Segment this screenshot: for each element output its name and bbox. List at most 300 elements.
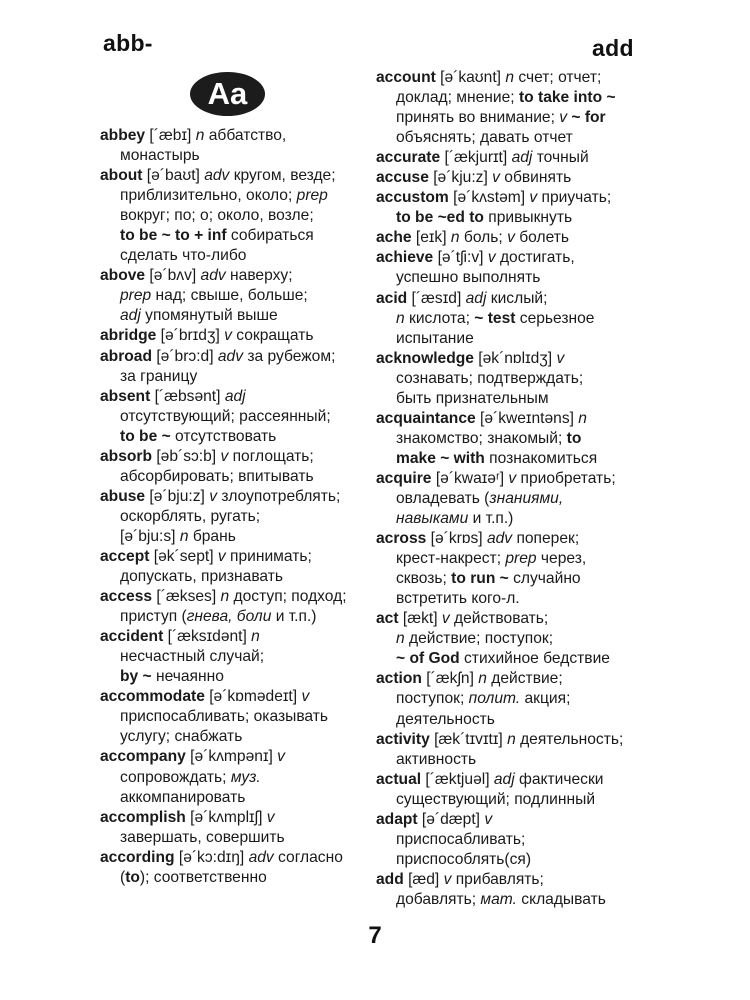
entry-text: испытание [396, 329, 474, 347]
headword: accept [100, 547, 150, 565]
entry-continuation-line [100, 527, 352, 547]
headword: accident [100, 628, 164, 646]
entry-text: абсорбировать; впитывать [120, 467, 314, 485]
grammar-label: prep [505, 550, 537, 568]
entry-text: складывать [516, 890, 606, 908]
entry-continuation-line [376, 710, 638, 730]
dictionary-entry [376, 870, 638, 910]
entry-text: [´ækʃn] [421, 670, 479, 688]
entry-continuation-line [100, 667, 352, 687]
entry-first-line [100, 387, 352, 407]
headword: absent [100, 387, 151, 405]
entry-first-line [376, 609, 638, 629]
entry-text: наверху; [225, 267, 293, 285]
entry-continuation-line [376, 689, 638, 709]
entry-continuation-line [376, 369, 638, 389]
entry-text: брань [188, 527, 236, 545]
entry-text: действие; [486, 670, 563, 688]
entry-first-line [376, 469, 638, 489]
grammar-label: adv [204, 167, 230, 185]
entry-text: [´æksɪdənt] [163, 628, 252, 646]
entry-text: объяснять; давать отчет [396, 129, 573, 147]
entry-text: доклад; мнение; [396, 89, 519, 107]
dictionary-entry [376, 730, 638, 770]
entry-text: [´æbsənt] [150, 387, 225, 405]
grammar-label: v [217, 547, 226, 565]
entry-text: [æk´tɪvɪtɪ] [429, 730, 508, 748]
entry-text: поглощать; [228, 447, 314, 465]
entry-text: достигать, [495, 249, 575, 267]
entry-text: оскорблять, ругать; [120, 507, 261, 525]
entry-first-line [100, 848, 352, 868]
phrase: to take into ~ [518, 89, 616, 107]
headword: account [376, 69, 436, 86]
entry-text: активность [396, 750, 477, 768]
entry-text: несчастный случай; [120, 648, 265, 666]
headword: abridge [100, 327, 157, 345]
entry-text: встретить кого-л. [396, 590, 520, 608]
headword: about [100, 167, 143, 185]
dictionary-entry [376, 148, 638, 168]
headword: acquaintance [376, 409, 476, 427]
entry-text: [ək´nɒlɪdʒ] [473, 349, 557, 367]
entry-text: стихийное бедствие [459, 650, 610, 668]
entry-text: поступок; [396, 690, 469, 708]
entry-first-line [376, 870, 638, 890]
dictionary-entry [376, 228, 638, 248]
entry-text: [eɪk] [411, 229, 451, 247]
entry-text: приучать; [537, 189, 612, 207]
entry-text: за границу [120, 367, 198, 385]
phrase: ~ for [567, 109, 606, 127]
grammar-label: навыками [396, 510, 469, 528]
entry-continuation-line [100, 246, 352, 266]
entry-text: крест-накрест; [396, 550, 506, 568]
entry-continuation-line [376, 649, 638, 669]
entry-continuation-line [100, 647, 352, 667]
dictionary-entry [376, 188, 638, 228]
page-number: 7 [368, 922, 382, 949]
grammar-label: v [443, 870, 452, 888]
headword: activity [376, 730, 430, 748]
entry-text: доступ; подход; [229, 588, 347, 606]
entry-first-line [376, 168, 638, 188]
dictionary-entry [376, 168, 638, 188]
entry-continuation-line [376, 429, 638, 449]
dictionary-entry [100, 848, 352, 888]
grammar-label: v [220, 447, 229, 465]
entry-text: ); соответственно [139, 868, 267, 886]
entry-continuation-line [376, 389, 638, 409]
grammar-label: n [251, 628, 260, 646]
entry-first-line [100, 547, 352, 567]
entry-text: акция; [520, 690, 571, 708]
dictionary-entry [100, 687, 352, 747]
entry-continuation-line [376, 128, 638, 148]
headword: ache [376, 229, 412, 247]
headword: above [100, 267, 146, 285]
entry-text: [ə´kaʊnt] [435, 69, 506, 86]
entry-text: принимать; [225, 547, 312, 565]
grammar-label: v [484, 810, 493, 828]
headword: abroad [100, 347, 152, 365]
dictionary-entry [376, 529, 638, 609]
entry-first-line [376, 669, 638, 689]
phrase: to [125, 868, 140, 886]
entry-text: обвинять [499, 169, 572, 187]
grammar-label: полит. [468, 690, 521, 708]
entry-text: [ə´kʌstəm] [448, 189, 530, 207]
entry-text: [ækt] [398, 610, 442, 628]
entry-text: случайно [508, 570, 581, 588]
entry-text: познакомиться [484, 449, 598, 467]
entry-text: быть признательным [396, 389, 549, 407]
entry-continuation-line [376, 569, 638, 589]
entry-text: кругом, везде; [229, 167, 336, 185]
dictionary-entry [376, 609, 638, 669]
right-column [376, 68, 638, 910]
entry-first-line [376, 188, 638, 208]
entry-text: добавлять; [396, 890, 481, 908]
entry-text: монастырь [120, 147, 200, 165]
entry-first-line [376, 148, 638, 168]
entry-text: [ə´bju:s] [120, 527, 180, 545]
phrase: to [566, 429, 582, 447]
entry-text: допускать, признавать [120, 568, 284, 586]
entry-text: [ə´kweɪntəns] [475, 409, 579, 427]
headword: abbey [100, 127, 146, 144]
headword: add [376, 870, 404, 888]
entry-text: завершать, совершить [120, 828, 285, 846]
entry-continuation-line [100, 467, 352, 487]
grammar-label: adj [493, 770, 515, 788]
entry-text: боль; [459, 229, 508, 247]
entry-text: приспосабливать; [396, 830, 526, 848]
entry-text: существующий; подлинный [396, 790, 596, 808]
entry-continuation-line [376, 750, 638, 770]
entry-continuation-line [100, 367, 352, 387]
headword: according [100, 848, 175, 866]
entry-text: [æd] [403, 870, 444, 888]
entry-continuation-line [100, 186, 352, 206]
entry-text: [ə´kʌmpənɪ] [185, 748, 278, 766]
grammar-label: n [578, 409, 587, 427]
grammar-label: n [505, 69, 515, 86]
dictionary-entry [100, 808, 352, 848]
entry-first-line [100, 347, 352, 367]
entry-text: [ə´kɒmədeɪt] [204, 688, 302, 706]
entry-first-line [376, 409, 638, 429]
entry-text: [ə´brɔ:d] [152, 347, 218, 365]
grammar-label: v [224, 327, 232, 345]
phrase: ~ test [474, 309, 516, 327]
entry-text: через, [536, 550, 587, 568]
dictionary-entry [376, 669, 638, 729]
entry-first-line [100, 266, 352, 286]
entry-first-line [100, 447, 352, 467]
dictionary-entry [100, 266, 352, 326]
entry-continuation-line [376, 108, 638, 128]
entry-text: и т.п.) [271, 608, 317, 626]
entry-text: [´ækses] [152, 588, 221, 606]
entry-text: [´æsɪd] [407, 289, 466, 307]
entry-first-line [100, 808, 352, 828]
entry-continuation-line [100, 427, 352, 447]
entry-continuation-line [100, 768, 352, 788]
entry-continuation-line [100, 407, 352, 427]
entry-text: [ə´krɒs] [426, 530, 487, 548]
phrase: to be ~ to + inf [120, 227, 227, 245]
entry-text: согласно [273, 848, 343, 866]
phrase: ~ of God [396, 650, 460, 668]
entry-text: упомянутый выше [140, 307, 278, 325]
headword: acquire [376, 469, 432, 487]
entry-text: прибавлять; [451, 870, 544, 888]
grammar-label: v [529, 189, 538, 207]
entry-continuation-line [100, 206, 352, 226]
entry-first-line [100, 126, 352, 146]
grammar-label: v [508, 469, 517, 487]
phrase: by ~ [120, 668, 152, 686]
dictionary-entry [376, 248, 638, 288]
entry-continuation-line [100, 828, 352, 848]
grammar-label: adv [200, 267, 226, 285]
guide-word-right: add [592, 35, 634, 61]
grammar-label: знаниями, [489, 489, 564, 507]
entry-first-line [100, 687, 352, 707]
entry-text: [ək´sept] [149, 547, 218, 565]
entry-continuation-line [376, 88, 638, 108]
entry-continuation-line [100, 707, 352, 727]
entry-text: приобретать; [516, 469, 616, 487]
dictionary-entry [376, 469, 638, 529]
entry-first-line [100, 166, 352, 186]
entry-continuation-line [376, 268, 638, 288]
entry-continuation-line [100, 306, 352, 326]
entry-first-line [100, 587, 352, 607]
entry-text: нечаянно [151, 668, 224, 686]
entry-continuation-line [376, 329, 638, 349]
entry-text: [ə´bju:z] [145, 487, 210, 505]
entry-text: сознавать; подтверждать; [396, 369, 584, 387]
entry-first-line [100, 627, 352, 647]
entry-text: [ə´bʌv] [145, 267, 201, 285]
headword: abuse [100, 487, 146, 505]
entry-text: [ə´brɪdʒ] [156, 327, 225, 345]
dictionary-entry [100, 347, 352, 387]
entry-text: отсутствующий; рассеянный; [120, 407, 331, 425]
grammar-label: n [195, 127, 205, 144]
entry-first-line [376, 228, 638, 248]
headword: accurate [376, 149, 441, 167]
headword: accomplish [100, 808, 186, 826]
entry-text: фактически [514, 770, 604, 788]
entry-continuation-line [100, 868, 352, 888]
dictionary-entry [100, 326, 352, 346]
entry-continuation-line [376, 850, 638, 870]
entry-text: точный [532, 149, 589, 167]
entry-text: кислый; [486, 289, 548, 307]
entry-text: услугу; снабжать [120, 728, 243, 746]
entry-text: кислота; [404, 309, 475, 327]
grammar-label: муз. [230, 768, 261, 786]
entry-text: [ə´tʃi:v] [433, 249, 488, 267]
entry-text: действие; поступок; [404, 630, 554, 648]
entry-first-line [376, 529, 638, 549]
grammar-label: n [450, 229, 460, 247]
grammar-label: adv [217, 347, 244, 365]
dictionary-entry [100, 487, 352, 547]
headword: achieve [376, 249, 434, 267]
entry-text: приспособлять(ся) [396, 850, 532, 868]
grammar-label: мат. [480, 890, 517, 908]
entry-text: сквозь; [396, 570, 452, 588]
phrase: make ~ with [396, 449, 485, 467]
grammar-label: v [277, 748, 285, 766]
entry-continuation-line [376, 309, 638, 329]
entry-first-line [376, 770, 638, 790]
dictionary-entry [376, 409, 638, 469]
entry-text: [ə´dæpt] [417, 810, 485, 828]
grammar-label: v [441, 610, 450, 628]
entry-continuation-line [100, 226, 352, 246]
grammar-label: adj [224, 387, 246, 405]
entry-text: деятельность; [515, 730, 624, 748]
dictionary-entry [376, 810, 638, 870]
entry-text: [ə´kwaɪəʳ] [431, 469, 509, 487]
entry-continuation-line [100, 727, 352, 747]
dictionary-entry [100, 747, 352, 807]
grammar-label: v [266, 808, 275, 826]
grammar-label: v [492, 169, 500, 187]
grammar-label: prep [296, 187, 328, 205]
headword: accommodate [100, 688, 205, 706]
entry-text: успешно выполнять [396, 269, 541, 287]
headword: accustom [376, 189, 449, 207]
entry-text: принять во внимание; [396, 109, 560, 127]
entry-text: [ə´kʌmplɪʃ] [185, 808, 267, 826]
entry-text: собираться [226, 227, 314, 245]
grammar-label: adv [248, 848, 274, 866]
entry-text: сделать что-либо [120, 247, 247, 265]
entry-text: счет; отчет; [514, 69, 602, 86]
headword: across [376, 530, 427, 548]
entry-continuation-line [376, 629, 638, 649]
dictionary-entry [376, 289, 638, 349]
headword: acknowledge [376, 349, 474, 367]
entry-text: болеть [514, 229, 569, 247]
grammar-label: n [396, 309, 405, 327]
entry-continuation-line [376, 830, 638, 850]
headword: actual [376, 770, 422, 788]
headword: adapt [376, 810, 418, 828]
entry-text: сопровождать; [120, 768, 231, 786]
grammar-label: v [556, 349, 565, 367]
guide-word-left: abb- [103, 30, 153, 56]
entry-first-line [376, 68, 638, 88]
dictionary-entry [376, 770, 638, 810]
entry-first-line [100, 747, 352, 767]
dictionary-entry [100, 447, 352, 487]
headword: accompany [100, 748, 186, 766]
headword: accuse [376, 169, 429, 187]
grammar-label: adj [465, 289, 487, 307]
dictionary-entry [100, 387, 352, 447]
entry-first-line [100, 487, 352, 507]
entry-text: [´æbɪ] [145, 127, 196, 144]
entry-text: [ə´kju:z] [428, 169, 493, 187]
entry-text: [´æktjuəl] [421, 770, 494, 788]
entry-text: вокруг; по; о; около, возле; [120, 207, 314, 225]
letter-badge: Aa [190, 72, 265, 116]
entry-continuation-line [100, 146, 352, 166]
entry-text: отсутствовать [170, 427, 277, 445]
entry-text: поперек; [512, 530, 580, 548]
grammar-label: n [478, 670, 487, 688]
headword: action [376, 670, 422, 688]
dictionary-entry [376, 349, 638, 409]
entry-text: и т.п.) [468, 510, 514, 528]
grammar-label: v [487, 249, 496, 267]
left-column [100, 126, 352, 888]
entry-continuation-line [100, 507, 352, 527]
entry-first-line [376, 810, 638, 830]
entry-text: овладевать ( [396, 489, 490, 507]
entry-text: привыкнуть [483, 209, 573, 227]
dictionary-entry [100, 587, 352, 627]
entry-continuation-line [100, 607, 352, 627]
entry-first-line [376, 248, 638, 268]
entry-text: ( [120, 868, 126, 886]
entry-text: серьезное [515, 309, 595, 327]
entry-text: [ə´baʊt] [142, 167, 205, 185]
entry-continuation-line [376, 549, 638, 569]
entry-text: деятельность [396, 710, 495, 728]
dictionary-entry [100, 126, 352, 166]
dictionary-entry [100, 627, 352, 687]
entry-text: [´ækjurɪt] [440, 149, 512, 167]
entry-continuation-line [376, 208, 638, 228]
grammar-label: v [559, 109, 568, 127]
entry-continuation-line [376, 589, 638, 609]
phrase: to be ~ed to [396, 209, 484, 227]
grammar-label: n [507, 730, 516, 748]
entry-text: за рубежом; [243, 347, 336, 365]
entry-text: знакомство; знакомый; [396, 429, 567, 447]
grammar-label: adj [511, 149, 533, 167]
entry-continuation-line [100, 788, 352, 808]
entry-text: [ə´kɔ:dɪŋ] [174, 848, 249, 866]
grammar-label: гнева, боли [186, 608, 272, 626]
entry-continuation-line [376, 790, 638, 810]
headword: act [376, 610, 399, 628]
entry-text: над; свыше, больше; [151, 287, 308, 305]
dictionary-entry [100, 547, 352, 587]
headword: absorb [100, 447, 152, 465]
entry-text: приступ ( [120, 608, 187, 626]
grammar-label: prep [120, 287, 152, 305]
headword: access [100, 588, 153, 606]
entry-text: сокращать [231, 327, 314, 345]
grammar-label: n [179, 527, 189, 545]
grammar-label: n [396, 630, 405, 648]
entry-continuation-line [100, 286, 352, 306]
entry-text: приблизительно, около; [120, 187, 297, 205]
entry-text: злоупотреблять; [217, 487, 341, 505]
phrase: to be ~ [120, 427, 171, 445]
grammar-label: n [220, 588, 230, 606]
headword: acid [376, 289, 408, 307]
